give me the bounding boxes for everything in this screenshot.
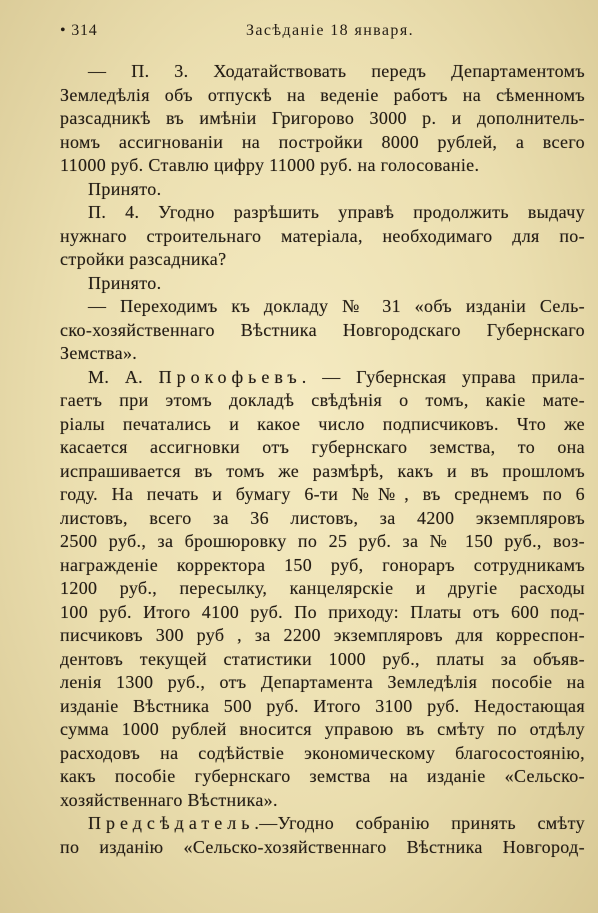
- text-line: [60, 530, 585, 554]
- text-line: [60, 765, 585, 789]
- line-text: ленія 1300 руб., отъ Департамента Земледѣлія пособіе на: [60, 672, 585, 692]
- text-body: [60, 60, 585, 859]
- text-line: [60, 413, 585, 437]
- text-line: [60, 507, 585, 531]
- paragraph: [60, 272, 585, 296]
- line-text: нужнаго строительнаго матеріала, необходимаго для по-: [60, 225, 585, 246]
- line-text: 1200 руб., пересылку, канцелярскіе и другіе расходы: [60, 578, 585, 598]
- text-line: [60, 295, 585, 319]
- line-text: ско-хозяйственнаго Вѣстника Новгородскаго Губернскаго: [60, 319, 585, 340]
- line-text: — Переходимъ къ докладу № 31 «объ изданіи Сель-: [88, 296, 585, 316]
- speaker-name: Предсѣдатель: [88, 813, 255, 833]
- text-line: [60, 718, 585, 742]
- text-line: [60, 201, 585, 225]
- text-line: [60, 366, 585, 390]
- text-line: [60, 836, 585, 860]
- line-text: Принято.: [88, 272, 162, 293]
- line-text: какъ пособіе губернскаго земства на изданіе «Сельско-: [60, 766, 585, 786]
- line-text: испрашивается въ томъ же размѣрѣ, какъ и въ прошломъ: [60, 460, 585, 481]
- running-title: Засѣданіе 18 января.: [246, 22, 414, 39]
- text-line: [60, 319, 585, 343]
- line-text: изданіе Вѣстника 500 руб. Итого 3100 руб. Недостающая: [60, 695, 585, 716]
- line-text: расходовъ на содѣйствіе экономическому благосостоянію,: [60, 742, 585, 763]
- text-line: [60, 742, 585, 766]
- line-text: .—Угодно собранію принять смѣту: [254, 813, 585, 833]
- text-line: [60, 342, 585, 366]
- text-line: [60, 812, 585, 836]
- paragraph: [60, 60, 585, 178]
- line-text: по изданію «Сельско-хозяйственнаго Вѣстника Новгород-: [60, 836, 585, 857]
- text-line: [60, 624, 585, 648]
- text-line: [60, 272, 585, 296]
- speaker-name: Прокофьевъ: [158, 366, 302, 387]
- line-text: разсадникѣ въ имѣніи Григорово 3000 р. и дополнитель-: [60, 108, 585, 128]
- text-line: [60, 131, 585, 155]
- line-text: . — Губернская управа прила-: [301, 366, 585, 387]
- paragraph: [60, 366, 585, 813]
- page-number: • 314: [60, 22, 98, 39]
- text-line: [60, 84, 585, 108]
- line-text: стройки разсадника?: [60, 249, 227, 269]
- line-text: награжденіе корректора 150 руб, гонораръ сотрудникамъ: [60, 554, 585, 575]
- line-text: году. На печать и бумагу 6-ти №№, въ среднемъ по 6: [60, 484, 585, 504]
- line-text: П. 4. Угодно разрѣшить управѣ продолжить выдачу: [88, 202, 585, 222]
- line-text: дентовъ текущей статистики 1000 руб., платы за объяв-: [60, 648, 585, 669]
- text-line: [60, 483, 585, 507]
- line-text: Земства».: [60, 343, 138, 363]
- line-text: номъ ассигнованіи на постройки 8000 рублей, а всего: [60, 131, 585, 152]
- paragraph: [60, 295, 585, 366]
- text-line: [60, 789, 585, 813]
- page-header: [0, 19, 598, 43]
- line-text: Принято.: [88, 178, 162, 199]
- line-text: — П. 3. Ходатайствовать передъ Департаментомъ: [88, 61, 585, 81]
- text-line: [60, 554, 585, 578]
- paragraph: [60, 178, 585, 202]
- text-line: [60, 601, 585, 625]
- line-text: ріалы печатались и какое число подписчиковъ. Что же: [60, 413, 585, 434]
- line-text: 100 руб. Итого 4100 руб. По приходу: Платы отъ 600 под-: [60, 601, 585, 622]
- text-line: [60, 695, 585, 719]
- text-line: [60, 577, 585, 601]
- text-line: [60, 389, 585, 413]
- text-line: [60, 436, 585, 460]
- text-line: [60, 460, 585, 484]
- text-line: [60, 225, 585, 249]
- speaker-initials: М. А.: [88, 366, 144, 387]
- line-text: гаетъ при этомъ докладѣ свѣдѣнія о томъ, какіе мате-: [60, 390, 585, 410]
- line-text: 2500 руб., за брошюровку по 25 руб. за № 150 руб., воз-: [60, 531, 585, 551]
- paragraph: [60, 812, 585, 859]
- line-text: Земледѣлія объ отпускѣ на веденіе работъ на сѣменномъ: [60, 84, 585, 105]
- line-text: сумма 1000 рублей вносится управою въ смѣту по отдѣлу: [60, 719, 585, 739]
- text-line: [60, 671, 585, 695]
- text-line: [60, 178, 585, 202]
- line-text: писчиковъ 300 руб , за 2200 экземпляровъ для корреспон-: [60, 625, 585, 645]
- text-line: [60, 60, 585, 84]
- paragraph: [60, 201, 585, 272]
- text-line: [60, 648, 585, 672]
- line-text: хозяйственнаго Вѣстника».: [60, 789, 278, 810]
- text-line: [60, 107, 585, 131]
- line-text: касается ассигновки отъ губернскаго земства, то она: [60, 437, 585, 457]
- text-line: [60, 248, 585, 272]
- line-text: 11000 руб. Ставлю цифру 11000 руб. на голосованіе.: [60, 155, 480, 175]
- text-line: [60, 154, 585, 178]
- line-text: листовъ, всего за 36 листовъ, за 4200 экземпляровъ: [60, 507, 585, 528]
